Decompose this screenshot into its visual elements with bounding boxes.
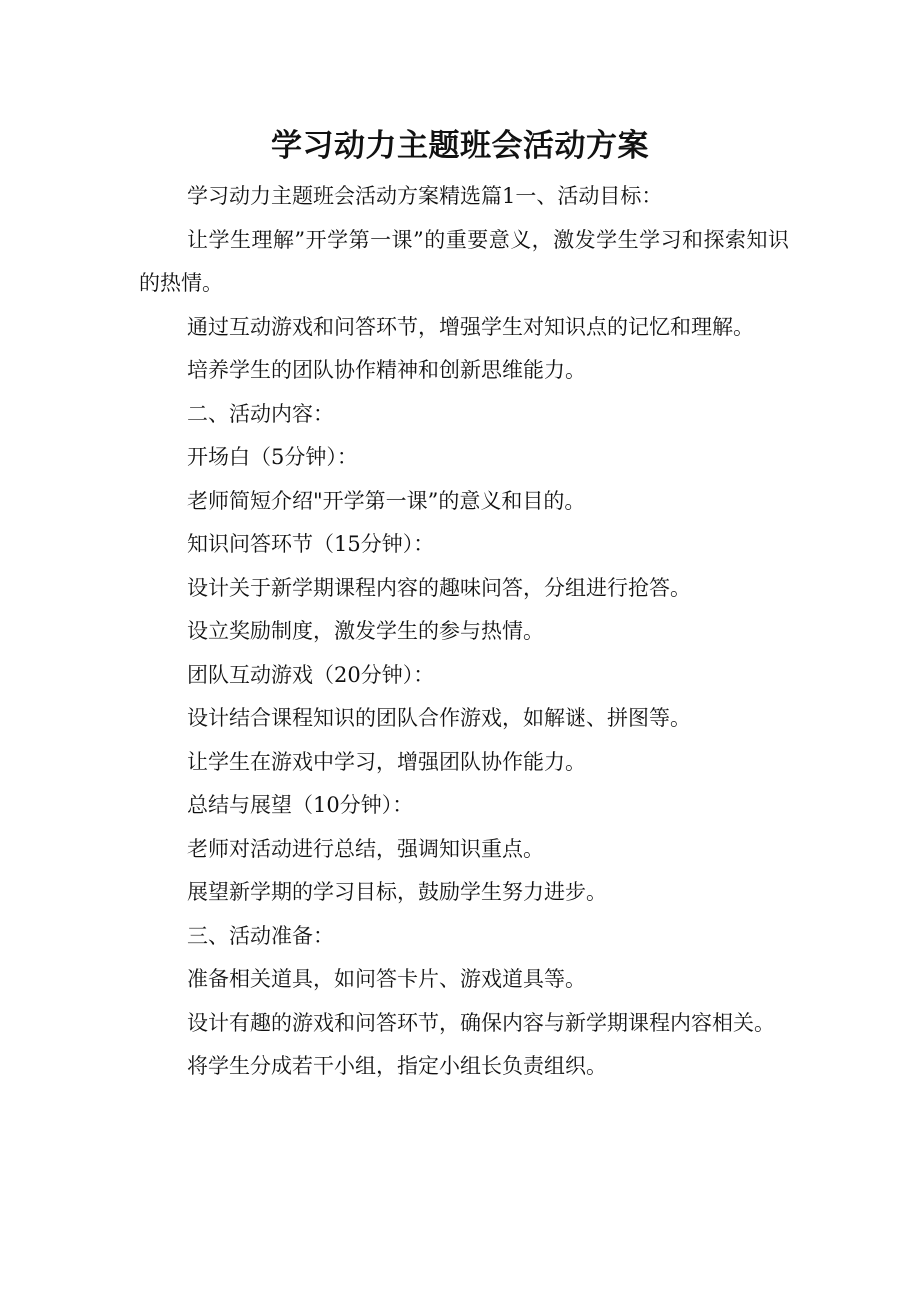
- paragraph-goal-3: 培养学生的团队协作精神和创新思维能力。: [187, 358, 586, 382]
- document-title: 学习动力主题班会活动方案: [271, 128, 649, 164]
- paragraph-prep-1: 准备相关道具，如问答卡片、游戏道具等。: [187, 967, 586, 991]
- paragraph-summary: 总结与展望（10分钟）：: [187, 793, 414, 817]
- paragraph-game-detail-2: 让学生在游戏中学习，增强团队协作能力。: [187, 749, 586, 774]
- paragraph-opening: 开场白（5分钟）：: [187, 445, 358, 469]
- paragraph-prep-heading: 三、活动准备：: [187, 923, 334, 948]
- paragraph-goal-heading: 学习动力主题班会活动方案精选篇1一、活动目标：: [187, 184, 663, 208]
- paragraph-quiz-detail-1: 设计关于新学期课程内容的趣味问答，分组进行抢答。: [187, 575, 691, 600]
- paragraph-quiz-detail-2: 设立奖励制度，激发学生的参与热情。: [187, 619, 544, 643]
- paragraph-prep-3: 将学生分成若干小组，指定小组长负责组织。: [187, 1054, 607, 1078]
- paragraph-summary-detail-2: 展望新学期的学习目标，鼓励学生努力进步。: [187, 880, 607, 904]
- paragraph-content-heading: 二、活动内容：: [187, 401, 334, 426]
- paragraph-summary-detail-1: 老师对活动进行总结，强调知识重点。: [187, 836, 544, 861]
- paragraph-quiz: 知识问答环节（15分钟）：: [187, 532, 435, 556]
- paragraph-goal-1: 让学生理解”开学第一课”的重要意义，激发学生学习和探索知识的热情。: [139, 227, 789, 295]
- paragraph-game: 团队互动游戏（20分钟）：: [187, 662, 435, 687]
- paragraph-goal-2: 通过互动游戏和问答环节，增强学生对知识点的记忆和理解。: [187, 314, 754, 339]
- paragraph-game-detail-1: 设计结合课程知识的团队合作游戏，如解谜、拼图等。: [187, 706, 691, 730]
- document-body: [139, 175, 789, 1089]
- paragraph-opening-detail: 老师简短介绍"开学第一课”的意义和目的。: [187, 488, 586, 513]
- paragraph-prep-2: 设计有趣的游戏和问答环节，确保内容与新学期课程内容相关。: [187, 1010, 775, 1035]
